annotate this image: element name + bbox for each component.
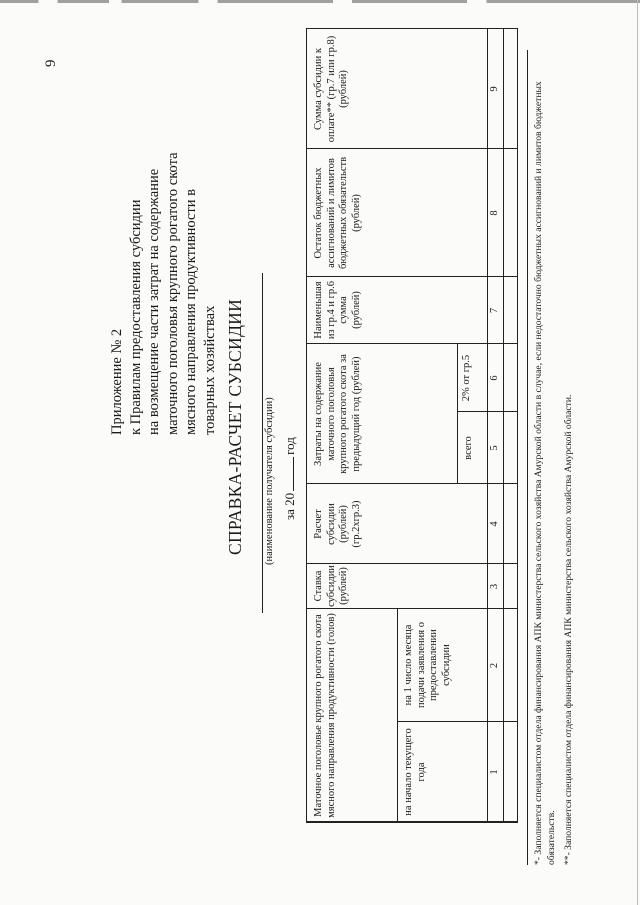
year-prefix: за 20 xyxy=(282,492,297,520)
header-rate: Ставка субсидии (рублей) xyxy=(313,565,349,607)
table-border xyxy=(307,821,517,822)
header-payable: Сумма субсидии к оплате** (гр.7 или гр.8) (рублей) xyxy=(313,35,349,143)
header-month-of-application: на 1 число месяца подачи заявления о предоставлении субсидии xyxy=(403,622,452,708)
column-number: 9 xyxy=(489,86,500,92)
table-gridline xyxy=(307,343,517,344)
document-title: СПРАВКА-РАСЧЕТ СУБСИДИИ xyxy=(225,298,245,555)
header-costs-2pct: 2% от гр.5 xyxy=(461,354,472,402)
column-number: 8 xyxy=(489,210,500,216)
header-remainder: Остаток бюджетных ассигнований и лимитов бюджетных обязательств (рублей) xyxy=(313,156,362,270)
header-calc: Расчет субсидии (рублей) (гр.2хгр.3) xyxy=(313,500,362,548)
column-number: 2 xyxy=(489,662,500,669)
appendix-line: мясного направления продуктивности в xyxy=(183,189,199,435)
column-number: 3 xyxy=(489,583,500,590)
column-number: 4 xyxy=(489,521,500,527)
table-row xyxy=(504,29,516,822)
appendix-header xyxy=(108,30,219,435)
column-number: 5 xyxy=(489,445,500,451)
year-blank xyxy=(281,457,294,491)
column-number: 7 xyxy=(489,307,500,314)
table-gridline xyxy=(487,29,488,822)
header-min-sum: Наименьшая из гр.4 и гр.6 сумма (рублей) xyxy=(313,280,362,340)
table-gridline xyxy=(307,148,517,149)
appendix-line: маточного поголовья крупного рогатого скота xyxy=(164,152,181,435)
header-costs-total: всего xyxy=(463,436,474,460)
footnote-1: *- Заполняется специалистом отдела финансирования АПК министерства сельского хозяйства Амурской области в случае, если недостаточно бюджетных ассигнований и лимитов бюджетных обязательств. xyxy=(533,81,557,865)
recipient-caption: (наименование получателя субсидии) xyxy=(264,397,275,565)
table-gridline xyxy=(307,276,517,277)
header-costs: Затраты на содержание маточного поголовья крупного рогатого скота за предыдущий год (рублей) xyxy=(313,354,362,474)
appendix-line: на возмещение части затрат на содержание xyxy=(146,168,162,435)
column-number: 6 xyxy=(489,375,500,381)
appendix-line: Приложение № 2 xyxy=(109,328,125,435)
subsidy-table xyxy=(306,28,518,823)
header-livestock: Маточное поголовье крупного рогатого скота мясного направления продуктивности (голов) xyxy=(313,613,337,818)
column-number: 1 xyxy=(489,769,500,775)
page-number: 9 xyxy=(43,59,59,67)
table-gridline xyxy=(307,563,517,564)
appendix-line: к Правилам предоставления субсидии xyxy=(127,199,144,435)
table-gridline xyxy=(307,483,517,484)
footnote-2: **- Заполняется специалистом отдела финансирования АПК министерства сельского хозяйства Амурской области. xyxy=(563,394,574,865)
table-gridline xyxy=(397,609,398,822)
year-suffix: год xyxy=(282,437,297,455)
year-line xyxy=(281,437,298,520)
footnote-separator xyxy=(527,50,528,865)
header-start-of-year: на начало текущего года xyxy=(403,728,427,816)
recipient-field-line xyxy=(262,273,263,613)
appendix-line: товарных хозяйствах xyxy=(201,305,218,435)
table-gridline xyxy=(457,344,458,484)
table-gridline xyxy=(307,608,517,609)
